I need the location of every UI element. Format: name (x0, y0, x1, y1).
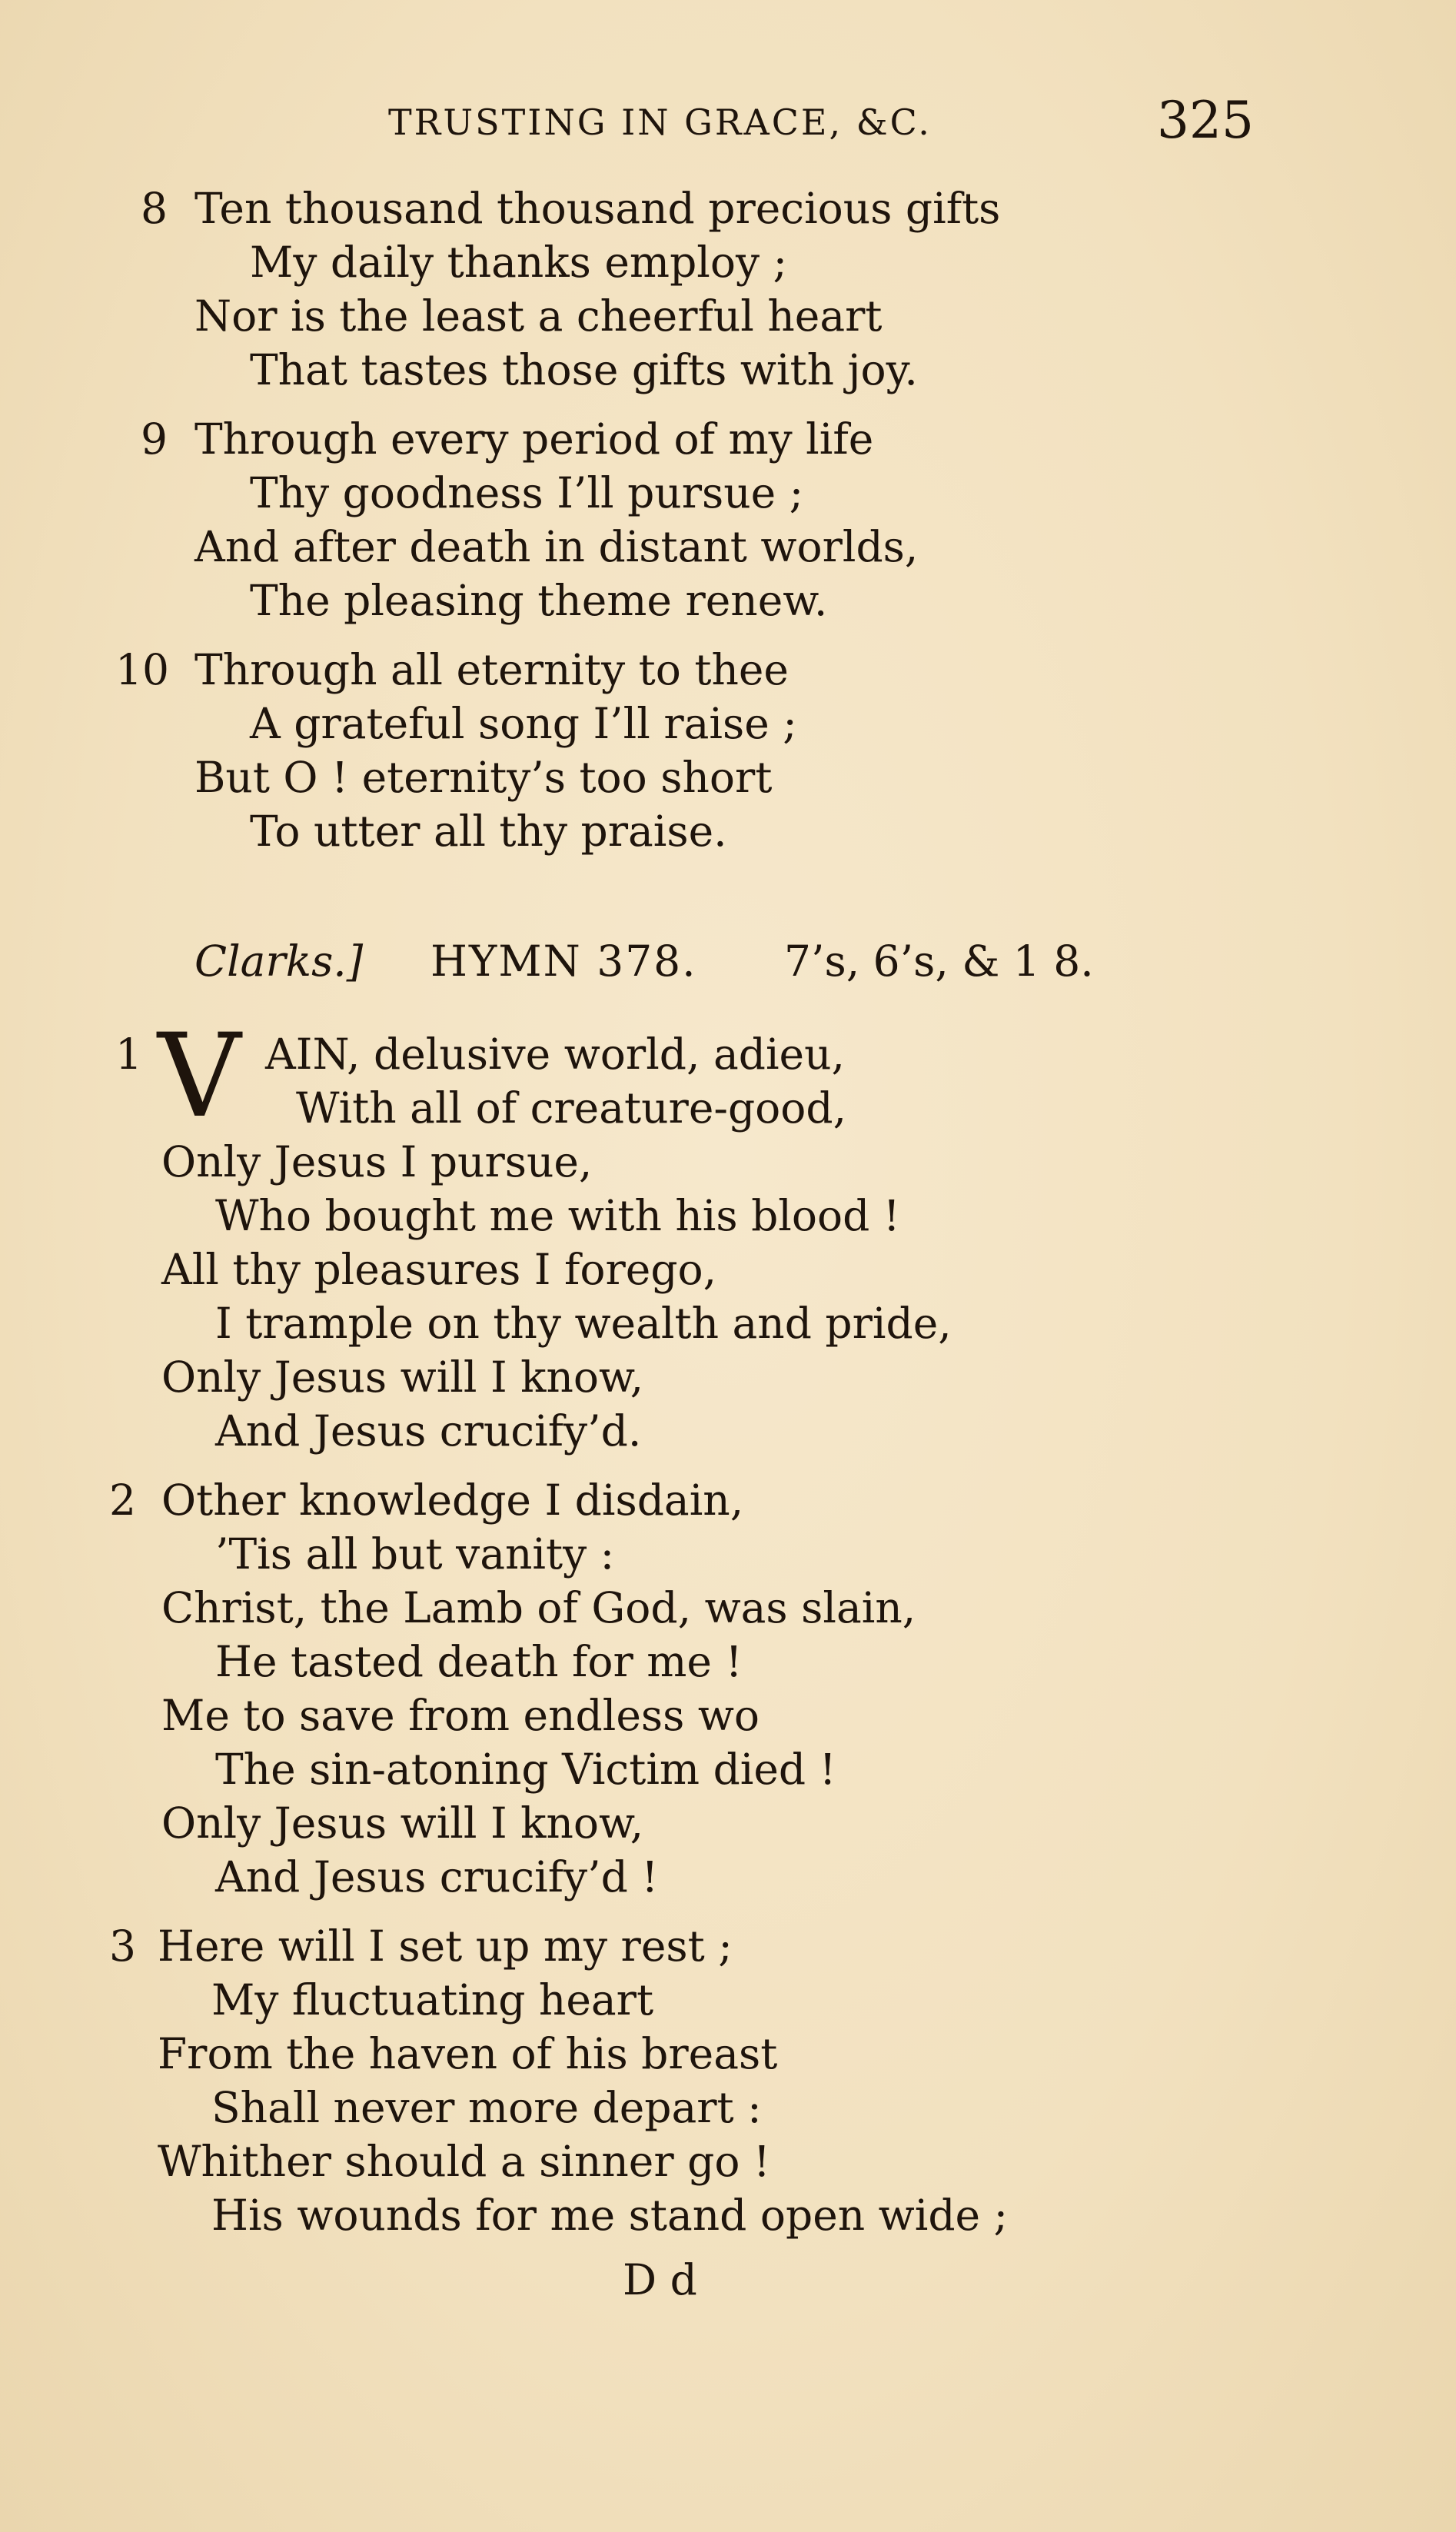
page-header (0, 91, 1456, 160)
hymn-title: HYMN 378. (430, 937, 697, 986)
hymn-line: He tasted death for me ! (215, 1637, 743, 1686)
signature-mark: D d (623, 2255, 697, 2304)
running-title: TRUSTING IN GRACE, &C. (388, 101, 932, 143)
hymn-line: I trample on thy wealth and pride, (215, 1299, 952, 1348)
page-number: 325 (1157, 91, 1254, 150)
hymn-line: Christ, the Lamb of God, was slain, (161, 1583, 916, 1632)
hymn-line: A grateful song I’ll raise ; (250, 699, 797, 748)
hymn-line: Whither should a sinner go ! (158, 2137, 771, 2186)
verse-number: 3 (109, 1921, 136, 1971)
hymn-line: All thy pleasures I forego, (161, 1245, 717, 1294)
hymn-line: My fluctuating heart (211, 1975, 654, 2025)
hymn-line: From the haven of his breast (158, 2029, 778, 2078)
tune-name: Clarks.] (194, 937, 364, 986)
hymn-line: And after death in distant worlds, (194, 522, 919, 571)
verse-number: 1 (115, 1030, 142, 1079)
hymn-line: Who bought me with his blood ! (215, 1191, 900, 1240)
hymn-line: To utter all thy praise. (250, 807, 727, 856)
hymn-line: Me to save from endless wo (161, 1691, 760, 1740)
hymn-line: Thy goodness I’ll pursue ; (250, 468, 804, 517)
hymn-line: Only Jesus will I know, (161, 1798, 644, 1848)
verse-number: 8 (141, 184, 168, 233)
hymn-line: And Jesus crucify’d. (215, 1406, 642, 1456)
hymn-line: His wounds for me stand open wide ; (211, 2191, 1009, 2240)
hymn-line: The pleasing theme renew. (250, 576, 828, 625)
verse-number: 10 (115, 645, 169, 694)
hymn-line: Through all eternity to thee (194, 645, 789, 694)
hymn-line: Shall never more depart : (211, 2083, 762, 2132)
hymn-line: Other knowledge I disdain, (161, 1476, 744, 1525)
hymn-meter: 7’s, 6’s, & 1 8. (784, 937, 1094, 986)
hymn-line: AIN, delusive world, adieu, (265, 1030, 845, 1079)
hymn-heading (0, 930, 1456, 992)
hymn-line: My daily thanks employ ; (250, 238, 788, 287)
hymn-line: But O ! eternity’s too short (194, 753, 773, 802)
hymn-line: Only Jesus will I know, (161, 1353, 644, 1402)
hymn-line: Nor is the least a cheerful heart (194, 291, 883, 341)
drop-cap: V (158, 1010, 241, 1143)
hymn-line: ’Tis all but vanity : (215, 1529, 615, 1579)
hymn-line: Here will I set up my rest ; (158, 1921, 733, 1971)
hymn-line: And Jesus crucify’d ! (215, 1852, 659, 1901)
hymn-line: With all of creature-good, (296, 1083, 847, 1133)
hymn-line: The sin-atoning Victim died ! (215, 1745, 836, 1794)
hymn-line: Only Jesus I pursue, (161, 1137, 593, 1186)
hymn-line: Ten thousand thousand precious gifts (194, 184, 1001, 233)
verse-number: 2 (109, 1476, 136, 1525)
hymn-line: That tastes those gifts with joy. (250, 345, 918, 394)
hymn-line: Through every period of my life (194, 414, 874, 464)
verse-number: 9 (141, 414, 168, 464)
